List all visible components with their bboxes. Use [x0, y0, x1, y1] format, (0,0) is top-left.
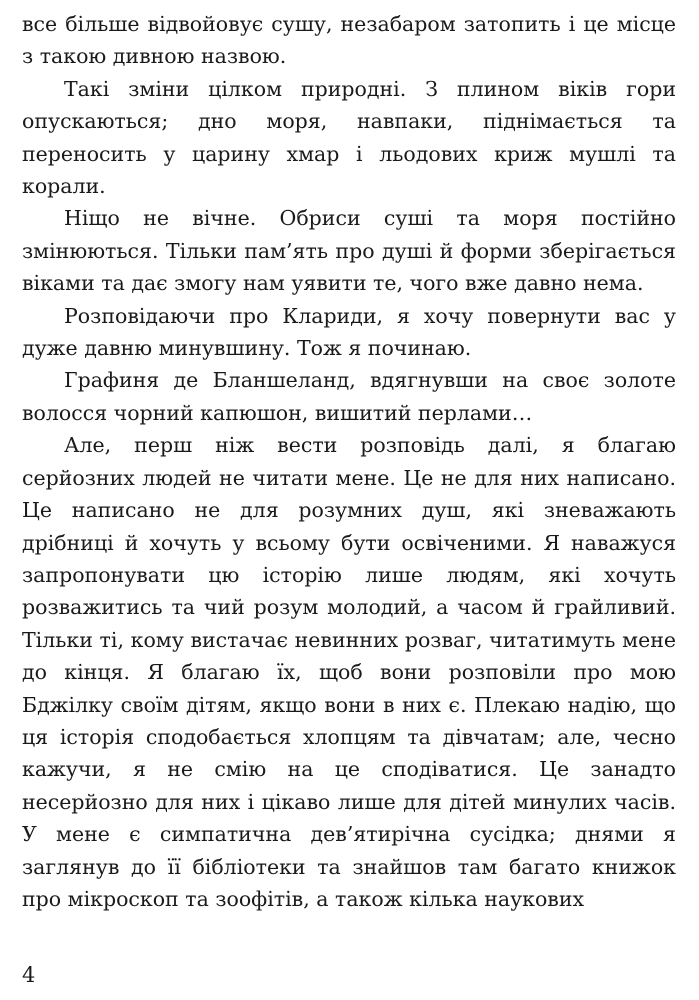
paragraph: Такі зміни цілком природні. З плином віків гори опускаються; дно моря, навпаки, піднімається та переносить у царину хмар і льодових криж мушлі та корали.	[22, 76, 676, 199]
page-number: 4	[22, 963, 36, 987]
paragraph: Розповідаючи про Клариди, я хочу повернути вас у дуже давню минувшину. Тож я починаю.	[22, 303, 676, 361]
paragraph: Але, перш ніж вести розповідь далі, я благаю серйозних людей не читати мене. Це не для них написано. Це написано не для розумних душ, які зневажають дрібниці й хочуть у всьому бути освіченими. Я наважуся запропонувати цю історію лише людям, які хочуть розважитись та чий розум молодий, а часом й грайливий. Тільки ті, кому вистачає невинних розваг, читатимуть мене до кінця. Я благаю їх, щоб вони розповіли про мою Бджілку своїм дітям, якщо вони в них є. Плекаю надію, що ця історія сподобається хлопцям та дівчатам; але, чесно кажучи, я не смію на це сподіватися. Це занадто несерйозно для них і цікаво лише для дітей минулих часів. У мене є симпатична дев’ятирічна сусідка; днями я заглянув до її бібліотеки та знайшов там багато книжок про мікроскоп та зоофітів, а також кілька наукових	[22, 433, 676, 911]
paragraph: Графиня де Бланшеланд, вдягнувши на своє золоте волосся чорний капюшон, вишитий перлами…	[22, 368, 676, 425]
book-page	[22, 0, 676, 1000]
paragraph: все більше відвойовує сушу, незабаром затопить і це місце з такою дивною назвою.	[22, 12, 676, 69]
paragraph: Ніщо не вічне. Обриси суші та моря постійно змінюються. Тільки пам’ять про душі й форми зберігається віками та дає змогу нам уявити те, чого вже давно нема.	[22, 206, 676, 296]
body-text	[22, 8, 676, 915]
